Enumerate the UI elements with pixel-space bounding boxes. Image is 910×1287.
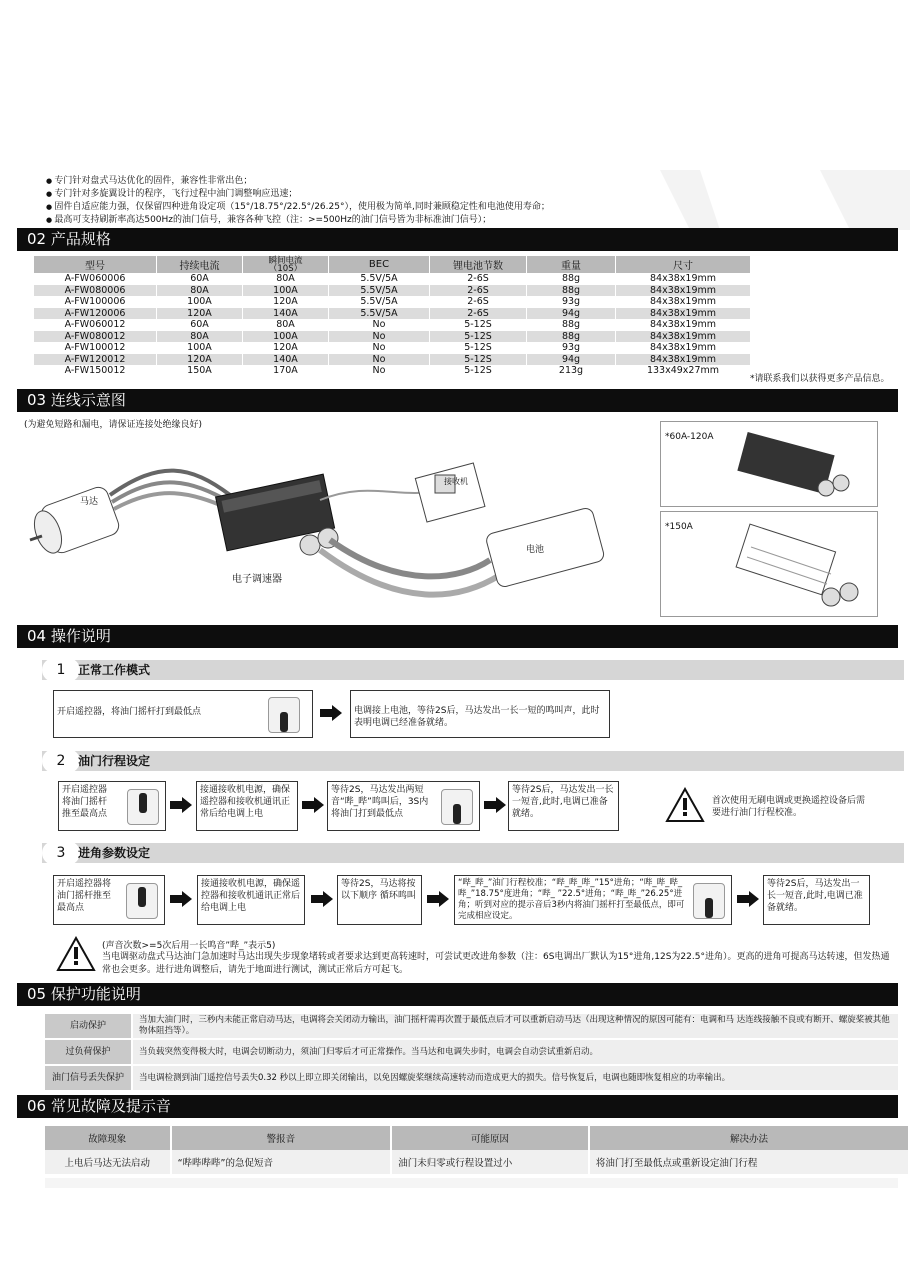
spec-header: 重量 <box>527 256 616 273</box>
spec-cell: 100A <box>157 342 243 354</box>
spec-cell: 120A <box>243 342 329 354</box>
battery-label: 电池 <box>526 545 545 555</box>
section-header-faults: 06 常见故障及提示音 <box>17 1095 898 1118</box>
esc-label: 电子调速器 <box>232 574 282 585</box>
spec-cell: 84x38x19mm <box>616 342 751 354</box>
fault-row-cutoff <box>45 1178 898 1188</box>
protection-desc: 当负载突然变得极大时，电调会切断动力，须油门归零后才可正常操作。当马达和电调失步时，电调会自动尝试重新启动。 <box>133 1040 898 1064</box>
protection-desc: 当加大油门时，三秒内未能正常启动马达，电调将会关闭动力输出，油门摇杆需再次置于最低点后才可以重新启动马达（出现这种情况的原因可能有：电调和马 达连线接触不良或有断开、螺旋桨被其他物体阻挡等）。 <box>133 1014 898 1038</box>
spec-cell: 100A <box>157 296 243 308</box>
mode-number: 1 <box>42 658 80 682</box>
spec-cell: A-FW120006 <box>34 308 157 320</box>
spec-cell: 170A <box>243 365 329 377</box>
background-watermark <box>600 170 910 230</box>
protection-label: 油门信号丢失保护 <box>45 1066 131 1090</box>
protection-label: 启动保护 <box>45 1014 131 1038</box>
fault-row <box>45 1150 909 1174</box>
fault-cell: 油门未归零或行程设置过小 <box>391 1150 589 1174</box>
motor-image <box>29 485 121 557</box>
spec-header: 瞬间电流 （10S） <box>243 256 329 273</box>
feature-item: ● 专门针对多旋翼设计的程序，飞行过程中油门调整响应迅速； <box>46 188 550 201</box>
spec-cell: 150A <box>157 365 243 377</box>
m3-step3-box: 等待2S，马达将按以下顺序 循环鸣叫 <box>337 875 422 925</box>
fault-header: 警报音 <box>171 1126 392 1150</box>
mode-header-normal <box>42 660 904 680</box>
variant-label: *150A <box>665 522 693 532</box>
spec-cell: 84x38x19mm <box>616 285 751 297</box>
spec-cell: 84x38x19mm <box>616 308 751 320</box>
throttle-stick-icon <box>126 883 158 919</box>
spec-cell: 5-12S <box>430 331 527 343</box>
receiver-image <box>415 463 485 522</box>
spec-cell: 80A <box>157 285 243 297</box>
spec-cell: 93g <box>527 296 616 308</box>
protection-desc: 当电调检测到油门遥控信号丢失0.32 秒以上即立即关闭输出，以免因螺旋桨继续高速转动而造成更大的损失。信号恢复后，电调也随即恢复相应的功率输出。 <box>133 1066 898 1090</box>
m1-step1-box <box>53 690 313 738</box>
fault-header: 可能原因 <box>391 1126 589 1150</box>
spec-header: BEC <box>329 256 430 273</box>
section-header-specs: 02 产品规格 <box>17 228 898 251</box>
spec-cell: 140A <box>243 354 329 366</box>
variant-box-60-120 <box>660 421 878 507</box>
m3-note2: 当电调驱动盘式马达油门急加速时马达出现失步现象堵转或者要求达到更高转速时，可尝试更改进角参数（注：6S电调出厂默认为15°进角,12S为22.5°进角）。更高的进角可提高马达转速，但发热通常也会更多。进行进角调整后，请先于地面进行测试，测试正常后方可起飞。 <box>102 952 890 975</box>
protection-label: 过负荷保护 <box>45 1040 131 1064</box>
spec-cell: No <box>329 342 430 354</box>
throttle-stick-icon <box>693 883 725 919</box>
spec-row <box>34 319 751 331</box>
m2-step1-box <box>58 781 166 831</box>
spec-cell: 133x49x27mm <box>616 365 751 377</box>
spec-header: 型号 <box>34 256 157 273</box>
spec-cell: A-FW150012 <box>34 365 157 377</box>
fault-cell: 将油门打至最低点或重新设定油门行程 <box>589 1150 909 1174</box>
esc-image <box>216 474 338 555</box>
motor-label: 马达 <box>80 497 99 507</box>
variant-label: *60A-120A <box>665 432 714 442</box>
fault-cell: “哔哔哔哔”的急促短音 <box>171 1150 392 1174</box>
spec-cell: 2-6S <box>430 308 527 320</box>
m2-step4-box: 等待2S后，马达发出一长一短音,此时,电调已准备就绪。 <box>508 781 619 831</box>
spec-cell: 88g <box>527 285 616 297</box>
spec-cell: 60A <box>157 273 243 285</box>
variant-box-150 <box>660 511 878 617</box>
wiring-caption: (为避免短路和漏电，请保证连接处绝缘良好) <box>24 420 203 430</box>
spec-cell: A-FW080012 <box>34 331 157 343</box>
spec-cell: 84x38x19mm <box>616 319 751 331</box>
spec-cell: 2-6S <box>430 296 527 308</box>
spec-header: 锂电池节数 <box>430 256 527 273</box>
spec-cell: 2-6S <box>430 273 527 285</box>
spec-row <box>34 331 751 343</box>
step-text: 开启遥控器将油门摇杆推至最高点 <box>62 785 108 819</box>
m2-step3-box <box>327 781 480 831</box>
mode-header-throttle <box>42 751 904 771</box>
feature-item: ● 固件自适应能力强，仅保留四种进角设定项（15°/18.75°/22.5°/26.25°），使用极为简单,同时兼顾稳定性和电池使用寿命； <box>46 201 550 214</box>
fault-cell: 上电后马达无法启动 <box>45 1150 171 1174</box>
spec-cell: 100A <box>243 331 329 343</box>
spec-row <box>34 342 751 354</box>
spec-cell: 80A <box>243 273 329 285</box>
mode-title: 进角参数设定 <box>78 846 151 860</box>
spec-cell: 93g <box>527 342 616 354</box>
step-text: “哔_哔_”油门行程校准；“哔_哔_哔_”15°进角；“哔_哔_哔_哔_”18.75°度进角；“哔_ ”22.5°进角；“哔_哔_”26.25°进角；听到对应的提示音后3秒内将油门摇杆打至最低点，即可完成相应设定。 <box>458 878 685 921</box>
m3-step2-box: 接通接收机电源，确保遥控器和接收机通讯正常后给电调上电 <box>197 875 305 925</box>
feature-item: ● 最高可支持刷新率高达500Hz的油门信号，兼容各种飞控（注：>=500Hz的油门信号皆为非标准油门信号）； <box>46 214 550 227</box>
spec-cell: No <box>329 365 430 377</box>
spec-header: 持续电流 <box>157 256 243 273</box>
mode-title: 油门行程设定 <box>78 754 151 768</box>
throttle-stick-icon <box>127 789 159 825</box>
feature-list <box>46 175 550 227</box>
spec-cell: A-FW100006 <box>34 296 157 308</box>
spec-cell: 5.5V/5A <box>329 285 430 297</box>
wiring-diagram <box>20 440 640 620</box>
spec-cell: 140A <box>243 308 329 320</box>
spec-cell: 100A <box>243 285 329 297</box>
spec-cell: No <box>329 354 430 366</box>
mode-number: 2 <box>42 749 80 773</box>
spec-cell: 88g <box>527 331 616 343</box>
spec-cell: 94g <box>527 308 616 320</box>
mode-number: 3 <box>42 841 80 865</box>
spec-header: 尺寸 <box>616 256 751 273</box>
spec-cell: 84x38x19mm <box>616 331 751 343</box>
esc-150-image <box>721 522 871 612</box>
spec-cell: 88g <box>527 319 616 331</box>
warning-icon <box>56 936 96 972</box>
esc-variant-image <box>731 428 871 503</box>
step-text: 开启遥控器，将油门摇杆打到最低点 <box>57 707 202 717</box>
m1-step2-box: 电调接上电池，等待2S后，马达发出一长一短的鸣叫声，此时表明电调已经准备就绪。 <box>350 690 610 738</box>
spec-cell: No <box>329 331 430 343</box>
spec-cell: 94g <box>527 354 616 366</box>
m2-warning-text: 首次使用无刷电调或更换遥控设备后需要进行油门行程校准。 <box>712 796 866 818</box>
fault-table <box>45 1126 910 1174</box>
throttle-stick-icon <box>268 697 300 733</box>
mode-title: 正常工作模式 <box>78 663 151 677</box>
spec-cell: No <box>329 319 430 331</box>
spec-row <box>34 308 751 320</box>
fault-header: 解决办法 <box>589 1126 909 1150</box>
spec-cell: 84x38x19mm <box>616 354 751 366</box>
m3-step1-box <box>53 875 165 925</box>
section-header-operation: 04 操作说明 <box>17 625 898 648</box>
spec-row <box>34 296 751 308</box>
spec-cell: 120A <box>243 296 329 308</box>
section-header-wiring: 03 连线示意图 <box>17 389 898 412</box>
spec-cell: 213g <box>527 365 616 377</box>
throttle-stick-icon <box>441 789 473 825</box>
spec-cell: 5-12S <box>430 354 527 366</box>
spec-cell: 80A <box>243 319 329 331</box>
spec-cell: A-FW060006 <box>34 273 157 285</box>
step-text: 等待2S，马达发出两短音“哔_哔”鸣叫后，3S内将油门打到最低点 <box>331 785 429 819</box>
spec-cell: 120A <box>157 308 243 320</box>
spec-cell: A-FW080006 <box>34 285 157 297</box>
m2-step2-box: 接通接收机电源，确保遥控器和接收机通讯正常后给电调上电 <box>196 781 298 831</box>
feature-item: ● 专门针对盘式马达优化的固件，兼容性非常出色； <box>46 175 550 188</box>
spec-cell: 80A <box>157 331 243 343</box>
spec-cell: 5-12S <box>430 365 527 377</box>
spec-row <box>34 365 751 377</box>
spec-cell: A-FW060012 <box>34 319 157 331</box>
spec-cell: 84x38x19mm <box>616 296 751 308</box>
spec-cell: 120A <box>157 354 243 366</box>
spec-table <box>34 256 751 377</box>
m3-step4-box <box>454 875 732 925</box>
spec-row <box>34 285 751 297</box>
fault-header: 故障现象 <box>45 1126 171 1150</box>
receiver-label: 接收机 <box>444 477 468 486</box>
spec-cell: 5.5V/5A <box>329 308 430 320</box>
spec-cell: 5.5V/5A <box>329 273 430 285</box>
spec-cell: 60A <box>157 319 243 331</box>
spec-note: *请联系我们以获得更多产品信息。 <box>750 374 890 384</box>
spec-cell: 5-12S <box>430 342 527 354</box>
spec-cell: 2-6S <box>430 285 527 297</box>
mode-header-timing <box>42 843 904 863</box>
spec-cell: 88g <box>527 273 616 285</box>
m3-step5-box: 等待2S后，马达发出一长一短音,此时,电调已准备就绪。 <box>763 875 870 925</box>
step-text: 开启遥控器将油门摇杆推至最高点 <box>57 879 112 913</box>
spec-row <box>34 273 751 285</box>
spec-cell: A-FW100012 <box>34 342 157 354</box>
section-header-protection: 05 保护功能说明 <box>17 983 898 1006</box>
spec-row <box>34 354 751 366</box>
battery-image <box>485 507 605 589</box>
spec-cell: 5.5V/5A <box>329 296 430 308</box>
spec-cell: 84x38x19mm <box>616 273 751 285</box>
m3-note1: (声音次数>=5次后用一长鸣音”哔_”表示5) <box>102 941 276 951</box>
spec-cell: A-FW120012 <box>34 354 157 366</box>
warning-icon <box>665 787 705 823</box>
spec-cell: 5-12S <box>430 319 527 331</box>
